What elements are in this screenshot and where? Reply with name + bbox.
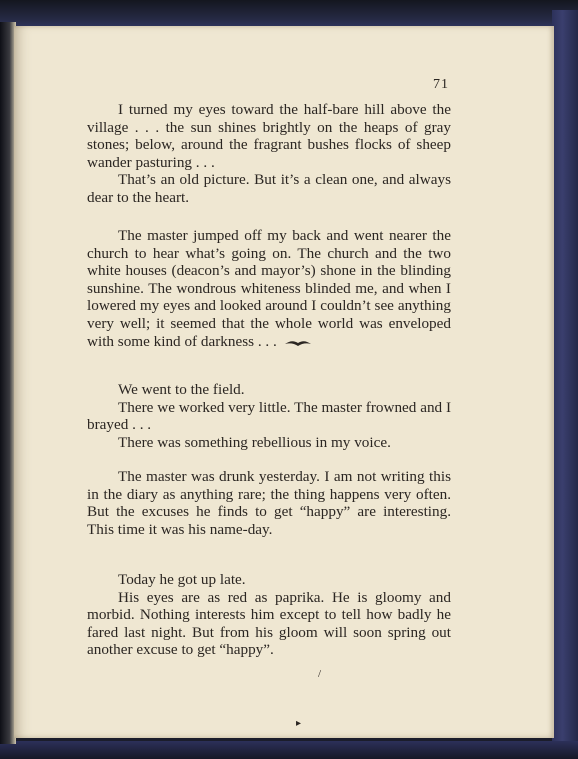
text-section-5 xyxy=(87,571,451,659)
paragraph: That’s an old picture. But it’s a clean one, and always dear to the heart. xyxy=(87,171,451,206)
text-section-4 xyxy=(87,468,451,538)
book-cover-bottom-edge xyxy=(0,741,578,759)
paragraph: We went to the field. xyxy=(118,381,245,398)
ink-blot-mark xyxy=(284,338,312,348)
text-section-2 xyxy=(87,227,451,350)
paragraph: There was something rebellious in my voice. xyxy=(118,433,391,451)
text-section-3 xyxy=(87,381,451,451)
paragraph: I turned my eyes toward the half-bare hill above the village . . . the sun shines brightly on the heaps of gray stones; below, around the fragrant bushes flocks of sheep wander pasturing . . . xyxy=(87,101,451,171)
paragraph: The master jumped off my back and went nearer the church to hear what’s going on. The church and the two white houses (deacon’s and mayor’s) shone in the blinding sunshine. The wondrous whiteness blinded me, and when I lowered my eyes and looked around I couldn’t see anything very well; it seemed that the whole world was enveloped with some kind of darkness . . . xyxy=(87,227,451,350)
book-cover-top-edge xyxy=(0,0,578,28)
paragraph: The master was drunk yesterday. I am not writing this in the diary as anything rare; the thing happens very often. But the excuses he finds to get “happy” are interesting. This time it was his name-day. xyxy=(87,468,451,538)
text-section-1 xyxy=(87,101,451,207)
paragraph: His eyes are as red as paprika. He is gloomy and morbid. Nothing interests him except to tell how badly he fared last night. But from his gloom will soon spring out another excuse to get “happy”. xyxy=(87,588,451,659)
paragraph: There we worked very little. The master frowned and I brayed . . . xyxy=(87,398,451,434)
page-number: 71 xyxy=(433,77,449,92)
ink-speck: ▸ xyxy=(296,718,302,729)
book-cover-right-edge xyxy=(552,10,578,745)
paragraph: Today he got up late. xyxy=(118,571,246,588)
pencil-tick-mark: / xyxy=(318,668,322,680)
